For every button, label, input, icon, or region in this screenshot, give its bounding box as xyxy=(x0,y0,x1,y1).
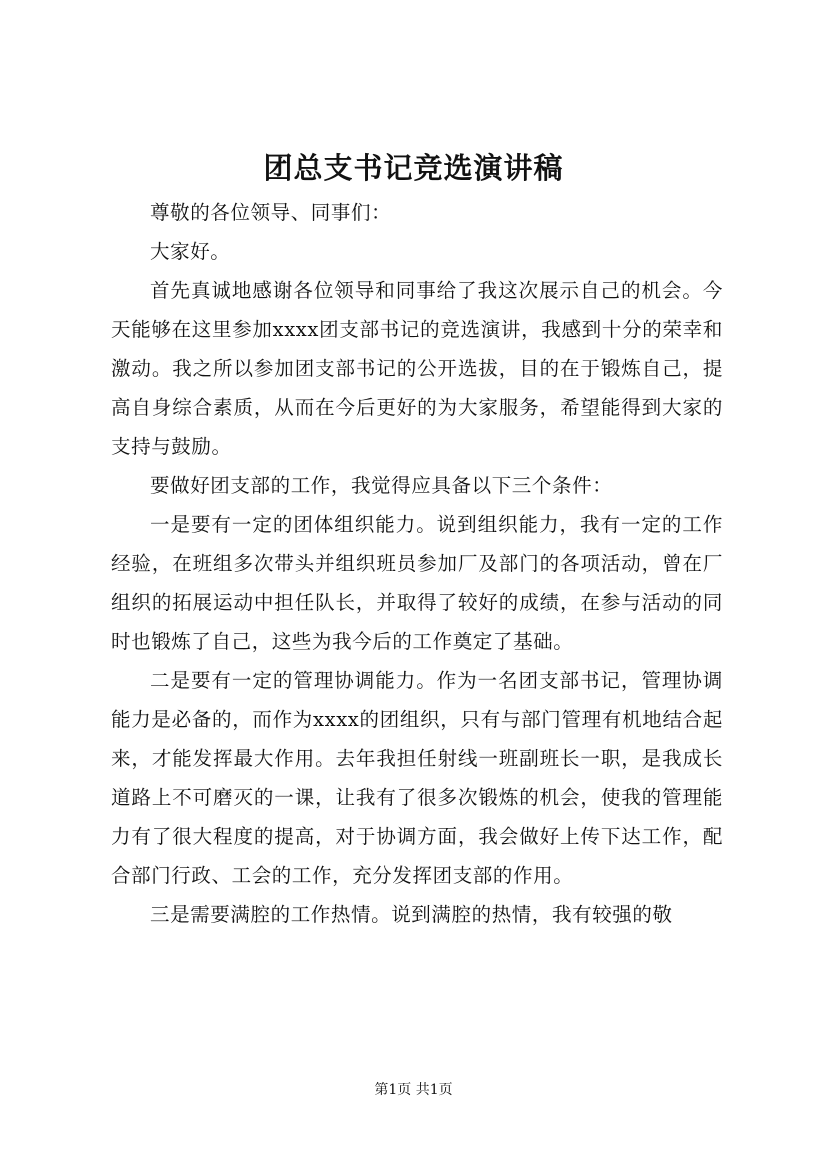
paragraph-condition-three: 三是需要满腔的工作热情。说到满腔的热情，我有较强的敬 xyxy=(150,903,673,926)
paragraph-salutation: 尊敬的各位领导、同事们： xyxy=(150,201,392,224)
paragraph-condition-two: 二是要有一定的管理协调能力。作为一名团支部书记，管理协调能力是必备的，而作为xxxx的团组织，只有与部门管理有机地结合起来，才能发挥最大作用。去年我担任射线一班副班长一职，是我成长道路上不可磨灭的一课，让我有了很多次锻炼的机会，使我的管理能力有了很大程度的提高，对于协调方面，我会做好上传下达工作，配合部门行政、工会的工作，充分发挥团支部的作用。 xyxy=(111,669,723,887)
paragraph-conditions: 要做好团支部的工作，我觉得应具备以下三个条件： xyxy=(150,474,613,497)
paragraph-greeting: 大家好。 xyxy=(150,240,231,263)
page-footer: 第1页 共1页 xyxy=(374,1082,453,1098)
paragraph-intro: 首先真诚地感谢各位领导和同事给了我这次展示自己的机会。今天能够在这里参加xxxx团支部书记的竞选演讲，我感到十分的荣幸和激动。我之所以参加团支部书记的公开选拔，目的在于锻炼自己，提高自身综合素质，从而在今后更好的为大家服务，希望能得到大家的支持与鼓励。 xyxy=(111,279,723,458)
document-title: 团总支书记竞选演讲稿 xyxy=(263,151,564,185)
document-body xyxy=(111,193,723,934)
paragraph-condition-one: 一是要有一定的团体组织能力。说到组织能力，我有一定的工作经验，在班组多次带头并组织班员参加厂及部门的各项活动，曾在厂组织的拓展运动中担任队长，并取得了较好的成绩，在参与活动的同时也锻炼了自己，这些为我今后的工作奠定了基础。 xyxy=(111,513,723,653)
